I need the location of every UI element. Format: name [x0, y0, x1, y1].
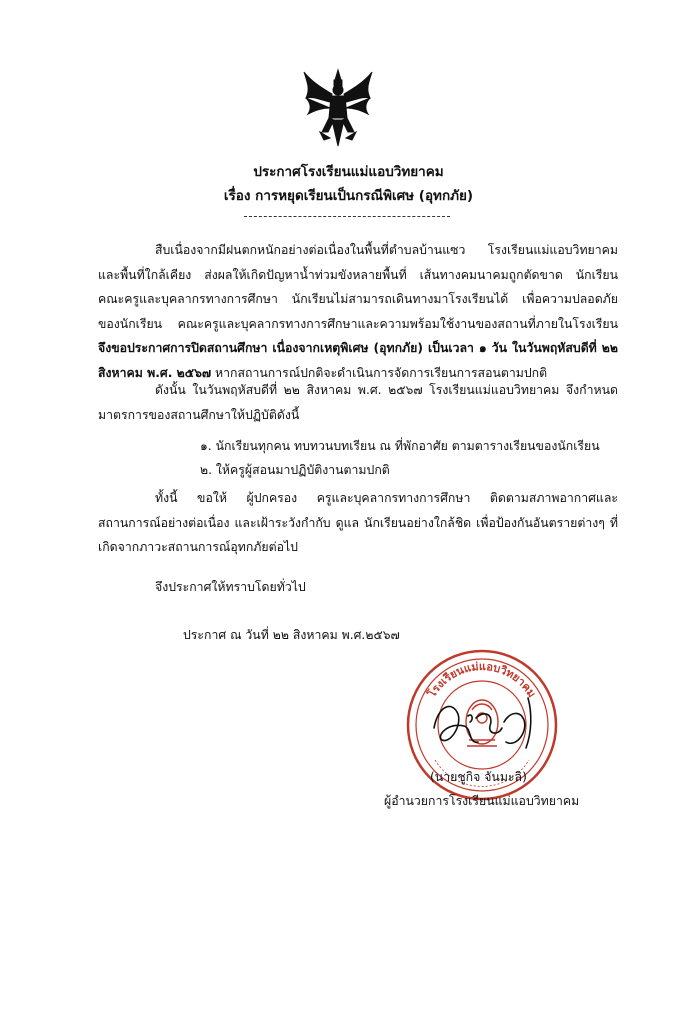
announcement-title: ประกาศโรงเรียนแม่แอบวิทยาคม — [253, 164, 444, 180]
paragraph-1-text: สืบเนื่องจากมีฝนตกหนักอย่างต่อเนื่องในพื้นที่ตำบลบ้านแซว โรงเรียนแม่แอบวิทยาคม และพื้นที่ใกล้เคียง ส่งผลให้เกิดปัญหาน้ำท่วมขังหลายพื้นที่ เส้นทางคมนาคมถูกตัดขาด นักเรียน คณะครูและบุคลากรทางการศึกษา นักเรียนไม่สามารถเดินทางมาโรงเรียนได้ เพื่อความปลอดภัยของนักเรียน คณะครูและบุคลากรทางการศึกษาและความพร้อมใช้งานของสถานที่ภายในโรงเรียน — [98, 243, 618, 331]
paragraph-2: ดังนั้น ในวันพฤหัสบดีที่ ๒๒ สิงหาคม พ.ศ. ๒๕๖๗ โรงเรียนแม่แอบวิทยาคม จึงกำหนดมาตรการของสถานศึกษาให้ปฏิบัติดังนี้ — [98, 383, 618, 422]
measure-item-2: ๒. ให้ครูผู้สอนมาปฏิบัติงานตามปกติ — [200, 463, 390, 477]
announcement-subject: เรื่อง การหยุดเรียนเป็นกรณีพิเศษ (อุทกภัย) — [223, 188, 474, 204]
paragraph-1-bold: จึงขอประกาศการปิดสถานศึกษา เนื่องจากเหตุพิเศษ (อุทกภัย) เป็นเวลา ๑ วัน ในวันพฤหัสบดีที่ ๒๒ สิงหาคม พ.ศ. ๒๕๖๗ — [98, 341, 618, 380]
signer-title: ผู้อำนวยการโรงเรียนแม่แอบวิทยาคม — [384, 794, 580, 808]
paragraph-3: ทั้งนี้ ขอให้ ผู้ปกครอง ครูและบุคลากรทางการศึกษา ติดตามสภาพอากาศและสถานการณ์อย่างต่อเนื่อง และเฝ้าระวังกำกับ ดูแล นักเรียนอย่างใกล้ชิด เพื่อป้องกันอันตรายต่างๆ ที่เกิดจากภาวะสถานการณ์อุทกภัยต่อไป — [98, 491, 618, 555]
handwritten-signature — [428, 692, 538, 754]
garuda-emblem-icon — [302, 68, 374, 148]
svg-text:โรงเรียนแม่แอบวิทยาคม: โรงเรียนแม่แอบวิทยาคม — [425, 659, 539, 700]
paragraph-4: จึงประกาศให้ทราบโดยทั่วไป — [155, 580, 306, 594]
announcement-date: ประกาศ ณ วันที่ ๒๒ สิงหาคม พ.ศ.๒๕๖๗ — [183, 628, 400, 642]
divider-rule — [244, 216, 450, 217]
measure-item-1: ๑. นักเรียนทุกคน ทบทวนบทเรียน ณ ที่พักอาศัย ตามตารางเรียนของนักเรียน — [200, 439, 600, 453]
signer-name: (นายชูกิจ จันมะลิ) — [430, 770, 527, 784]
paragraph-1-tail: หากสถานการณ์ปกติจะดำเนินการจัดการเรียนการสอนตามปกติ — [211, 365, 548, 380]
paragraph-1 — [98, 238, 618, 386]
